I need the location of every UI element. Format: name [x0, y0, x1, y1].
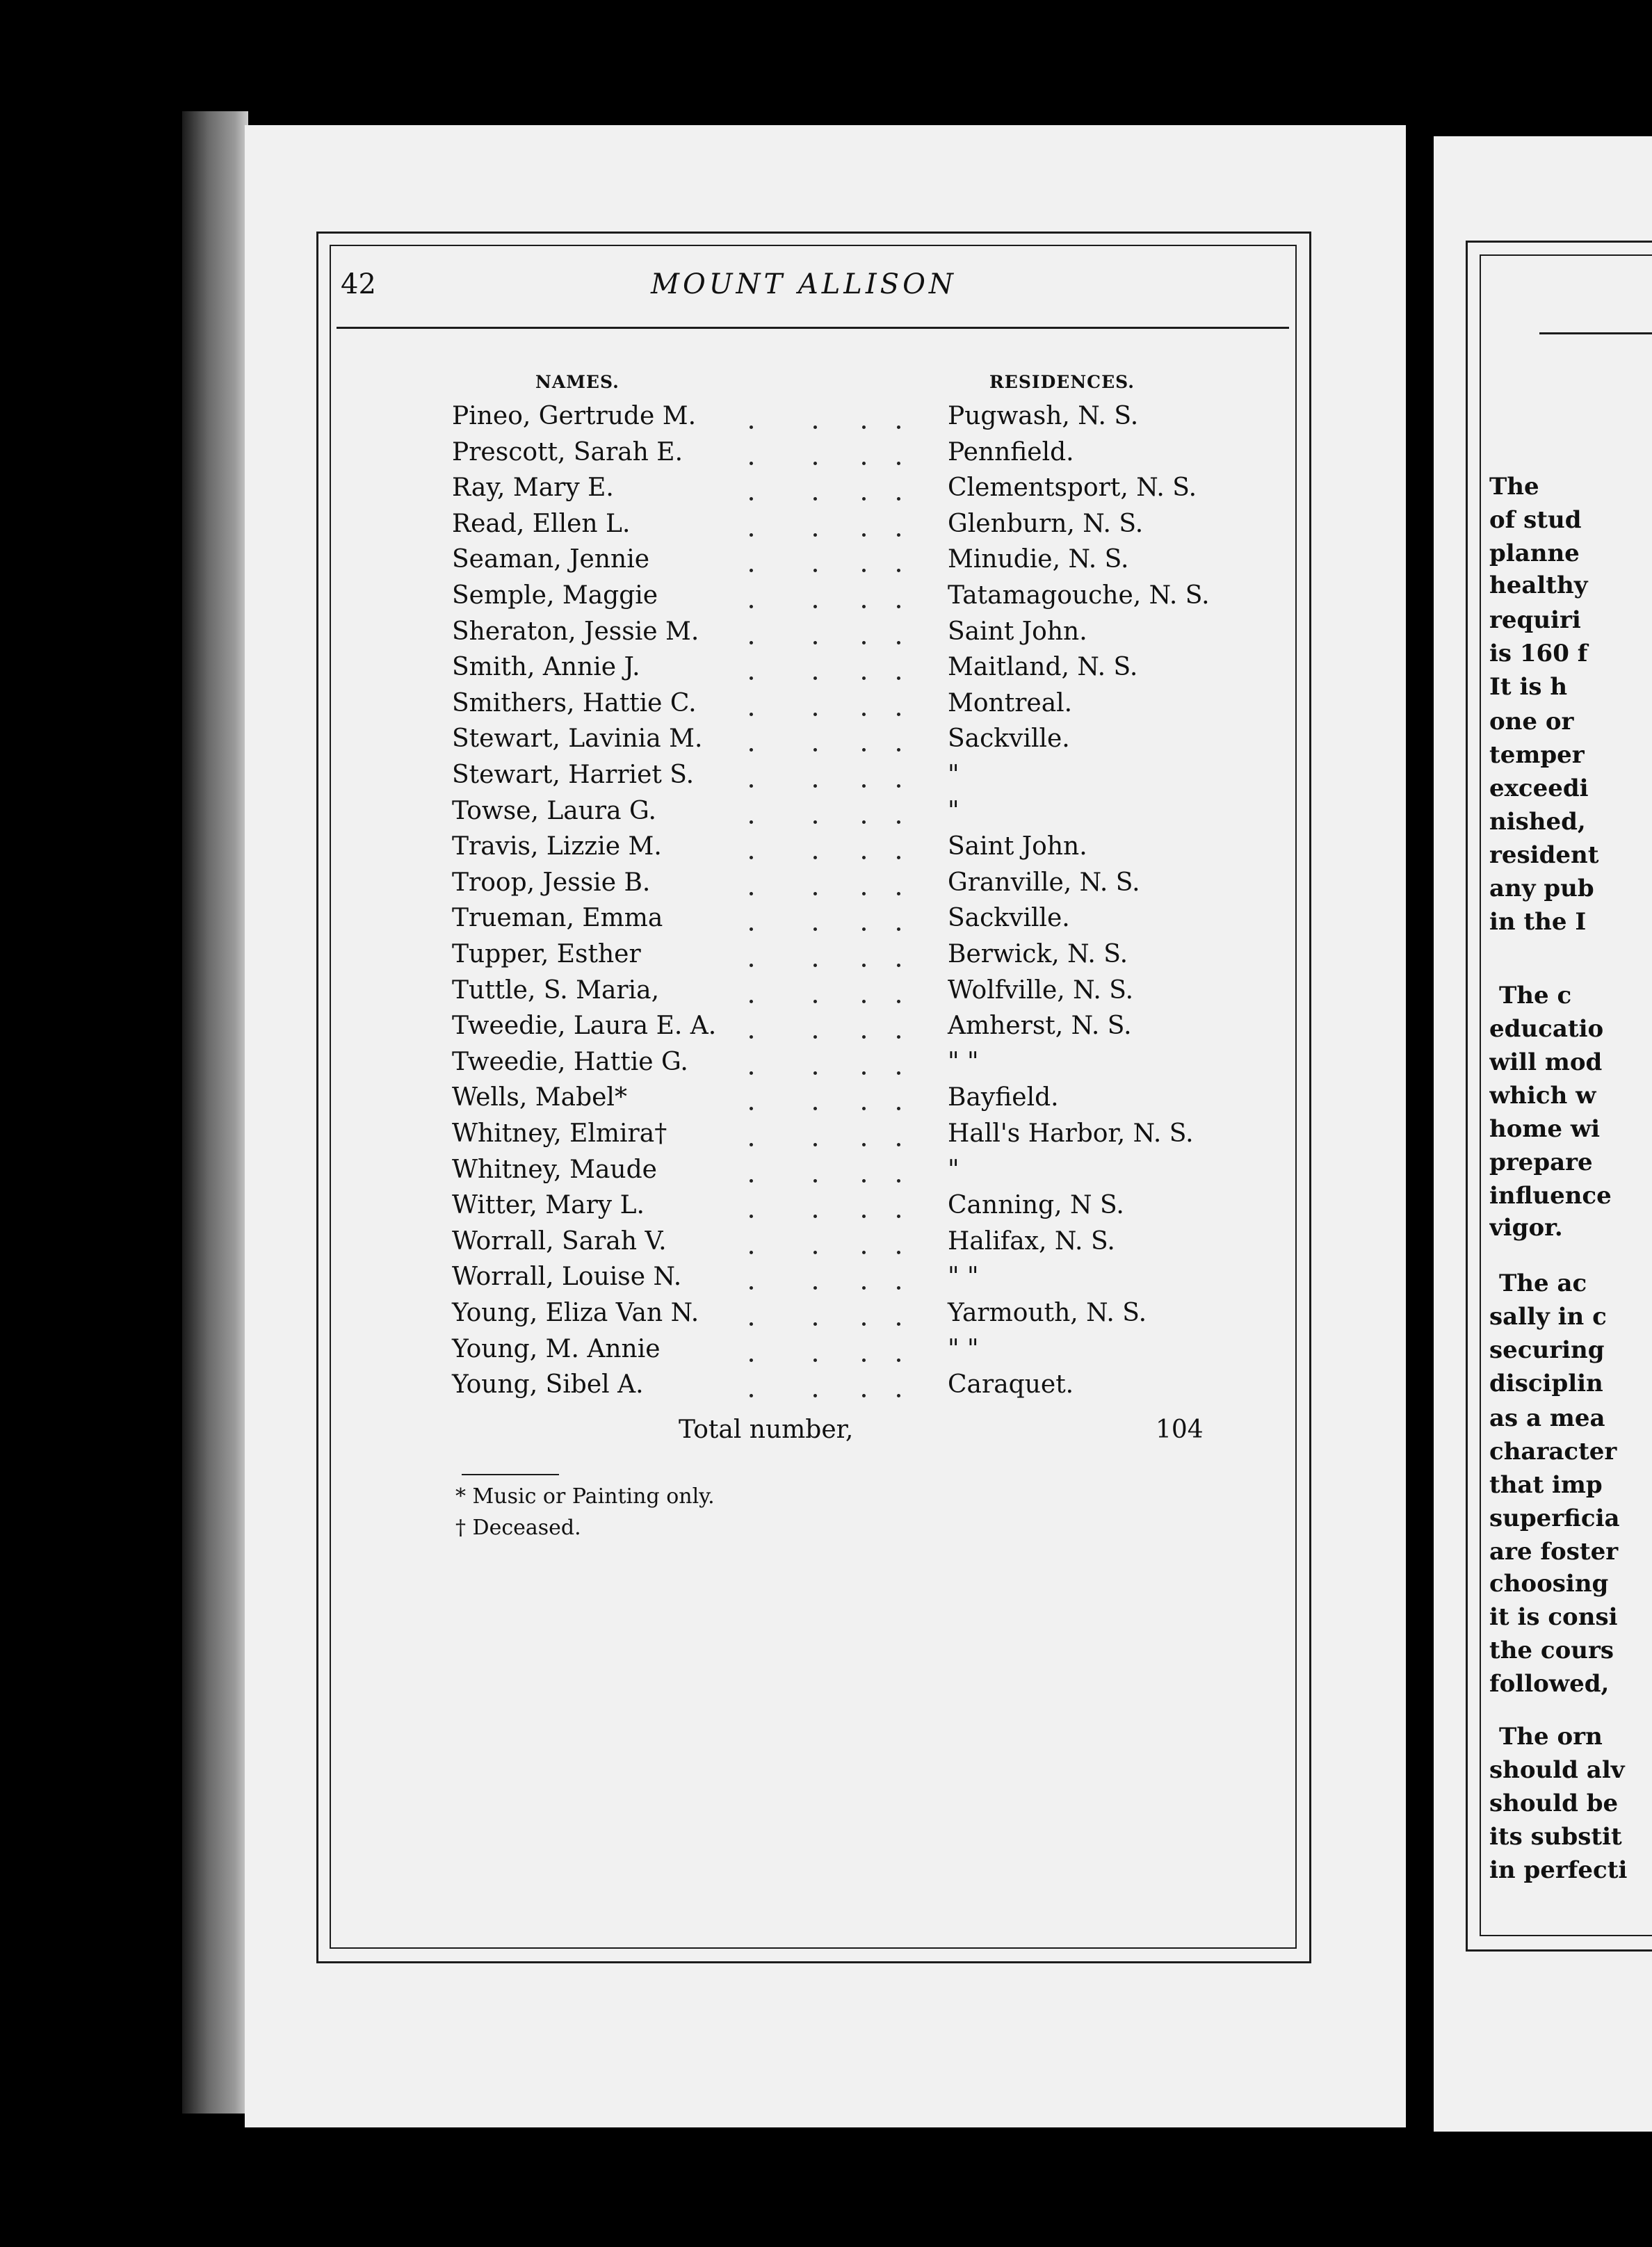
- student-name: Towse, Laura G.: [452, 796, 656, 825]
- right-page-line: its substit: [1489, 1823, 1622, 1851]
- list-item: [452, 1227, 1252, 1262]
- total-count: 104: [1156, 1415, 1204, 1444]
- list-item: [452, 1299, 1252, 1333]
- student-residence: Yarmouth, N. S.: [948, 1299, 1147, 1327]
- right-page-line: The ac: [1499, 1269, 1587, 1297]
- right-page-line: that imp: [1489, 1471, 1603, 1499]
- footnote-music: * Music or Painting only.: [455, 1484, 715, 1509]
- student-name: Pineo, Gertrude M.: [452, 402, 697, 430]
- list-item: [452, 868, 1252, 903]
- list-item: [452, 940, 1252, 975]
- student-residence: Canning, N S.: [948, 1191, 1124, 1220]
- right-page-line: in perfecti: [1489, 1856, 1628, 1884]
- right-page-line: as a mea: [1489, 1404, 1605, 1432]
- right-page-line: requiri: [1489, 606, 1581, 634]
- student-residence: Minudie, N. S.: [948, 545, 1129, 574]
- right-page-line: are foster: [1489, 1538, 1619, 1566]
- student-name: Tweedie, Laura E. A.: [452, 1012, 717, 1041]
- student-name: Whitney, Maude: [452, 1155, 657, 1184]
- student-residence: Caraquet.: [948, 1370, 1074, 1400]
- student-residence: Glenburn, N. S.: [948, 509, 1144, 538]
- right-page-line: followed,: [1489, 1670, 1610, 1698]
- student-name: Stewart, Lavinia M.: [452, 724, 703, 754]
- list-item: [452, 1119, 1252, 1154]
- right-page-line: one or: [1489, 708, 1574, 736]
- list-item: [452, 545, 1252, 580]
- student-name: Troop, Jessie B.: [452, 868, 651, 897]
- student-name: Trueman, Emma: [452, 904, 663, 933]
- right-page-line: it is consi: [1489, 1603, 1618, 1631]
- student-residence: Tatamagouche, N. S.: [948, 581, 1210, 610]
- student-name: Tuttle, S. Maria,: [452, 975, 660, 1005]
- student-residence: ": [948, 1155, 959, 1184]
- student-residence: Bayfield.: [948, 1083, 1059, 1112]
- right-page-line: is 160 f: [1489, 640, 1588, 667]
- student-name: Sheraton, Jessie M.: [452, 617, 699, 646]
- student-name: Young, Sibel A.: [452, 1370, 644, 1400]
- list-item: [452, 473, 1252, 508]
- page-number: 42: [341, 268, 376, 300]
- list-item: [452, 1335, 1252, 1370]
- right-page-line: exceedi: [1489, 774, 1589, 802]
- list-item: [452, 1191, 1252, 1226]
- list-item: [452, 761, 1252, 795]
- right-page-line: The: [1489, 473, 1539, 501]
- total-label: Total number,: [679, 1415, 854, 1444]
- right-page-line: home wi: [1489, 1115, 1601, 1143]
- student-residence: Saint John.: [948, 832, 1087, 861]
- right-header-rule: [1539, 332, 1652, 334]
- right-page-line: influence: [1489, 1182, 1612, 1210]
- student-residence: Wolfville, N. S.: [948, 975, 1134, 1005]
- right-page-line: the cours: [1489, 1637, 1614, 1664]
- right-page-line: securing: [1489, 1336, 1605, 1364]
- list-item: [452, 438, 1252, 473]
- student-residence: Berwick, N. S.: [948, 940, 1128, 968]
- right-page-line: disciplin: [1489, 1370, 1603, 1397]
- header-rule: [337, 327, 1289, 329]
- list-item: [452, 976, 1252, 1011]
- right-page-line: healthy: [1489, 571, 1588, 599]
- student-residence: " ": [948, 1334, 979, 1363]
- page-header: [338, 264, 1290, 306]
- student-residence: ": [948, 796, 959, 825]
- list-item: [452, 724, 1252, 759]
- right-page-line: resident: [1489, 841, 1599, 869]
- right-page-line: educatio: [1489, 1015, 1604, 1043]
- student-residence: ": [948, 761, 959, 789]
- footnote-deceased: † Deceased.: [455, 1516, 581, 1540]
- right-page-line: temper: [1489, 741, 1585, 769]
- list-item: [452, 832, 1252, 867]
- list-item: [452, 689, 1252, 724]
- right-page-line: should alv: [1489, 1756, 1625, 1784]
- right-page-line: vigor.: [1489, 1214, 1563, 1242]
- right-page-line: should be: [1489, 1790, 1619, 1817]
- right-page-line: will mod: [1489, 1048, 1603, 1076]
- list-item: [452, 1012, 1252, 1046]
- book-spine: [182, 111, 248, 2114]
- right-page-line: superficia: [1489, 1504, 1620, 1532]
- right-page-line: choosing: [1489, 1570, 1609, 1598]
- right-page-line: The orn: [1499, 1723, 1603, 1751]
- right-page-line: in the I: [1489, 908, 1587, 936]
- student-residence: Clementsport, N. S.: [948, 473, 1197, 503]
- student-residence: Saint John.: [948, 617, 1087, 646]
- student-name: Smith, Annie J.: [452, 653, 640, 682]
- right-page-line: nished,: [1489, 808, 1586, 836]
- list-item: [452, 1155, 1252, 1190]
- list-item: [452, 1370, 1252, 1405]
- right-page-line: planne: [1489, 540, 1580, 567]
- student-residence: Halifax, N. S.: [948, 1226, 1115, 1256]
- student-name: Semple, Maggie: [452, 581, 658, 610]
- student-name: Worrall, Sarah V.: [452, 1226, 667, 1256]
- list-item: [452, 1048, 1252, 1082]
- right-page-line: It is h: [1489, 673, 1568, 701]
- list-item: [452, 653, 1252, 688]
- student-name: Tweedie, Hattie G.: [452, 1047, 688, 1076]
- names-column-header: NAMES.: [535, 372, 620, 392]
- student-name: Seaman, Jennie: [452, 545, 650, 574]
- student-residence: Pugwash, N. S.: [948, 402, 1139, 430]
- list-item: [452, 617, 1252, 652]
- right-page-line: sally in c: [1489, 1303, 1607, 1331]
- student-residence: Pennfield.: [948, 437, 1074, 467]
- residences-column-header: RESIDENCES.: [989, 372, 1135, 392]
- student-residence: Montreal.: [948, 688, 1073, 717]
- student-name: Prescott, Sarah E.: [452, 437, 683, 467]
- list-item: [452, 797, 1252, 832]
- student-name: Young, M. Annie: [452, 1334, 661, 1363]
- student-residence: Amherst, N. S.: [948, 1012, 1132, 1041]
- student-name: Young, Eliza Van N.: [452, 1299, 699, 1327]
- student-name: Stewart, Harriet S.: [452, 761, 695, 789]
- student-name: Ray, Mary E.: [452, 473, 614, 503]
- list-item: [452, 1083, 1252, 1118]
- student-residence: " ": [948, 1047, 979, 1076]
- student-name: Wells, Mabel*: [452, 1083, 627, 1112]
- student-name: Smithers, Hattie C.: [452, 688, 697, 717]
- student-name: Whitney, Elmira†: [452, 1119, 667, 1148]
- student-name: Witter, Mary L.: [452, 1191, 645, 1220]
- student-residence: Sackville.: [948, 904, 1070, 933]
- right-page-line: The c: [1499, 982, 1572, 1009]
- right-page-line: which w: [1489, 1082, 1596, 1110]
- footnote-rule: [462, 1474, 559, 1475]
- student-name: Tupper, Esther: [452, 940, 641, 968]
- student-residence: " ": [948, 1263, 979, 1292]
- list-item: [452, 904, 1252, 939]
- student-residence: Granville, N. S.: [948, 868, 1140, 897]
- student-name: Worrall, Louise N.: [452, 1263, 682, 1292]
- running-title: MOUNT ALLISON: [651, 268, 957, 300]
- student-name: Travis, Lizzie M.: [452, 832, 662, 861]
- right-page-line: of stud: [1489, 506, 1582, 534]
- student-name: Read, Ellen L.: [452, 509, 631, 538]
- list-item: [452, 1263, 1252, 1297]
- list-item: [452, 402, 1252, 437]
- list-item: [452, 581, 1252, 616]
- right-page-line: character: [1489, 1438, 1617, 1466]
- student-residence: Hall's Harbor, N. S.: [948, 1119, 1194, 1148]
- list-item: [452, 510, 1252, 544]
- student-residence: Maitland, N. S.: [948, 653, 1138, 682]
- right-page-line: prepare: [1489, 1149, 1593, 1176]
- student-residence: Sackville.: [948, 724, 1070, 754]
- right-page-line: any pub: [1489, 875, 1594, 902]
